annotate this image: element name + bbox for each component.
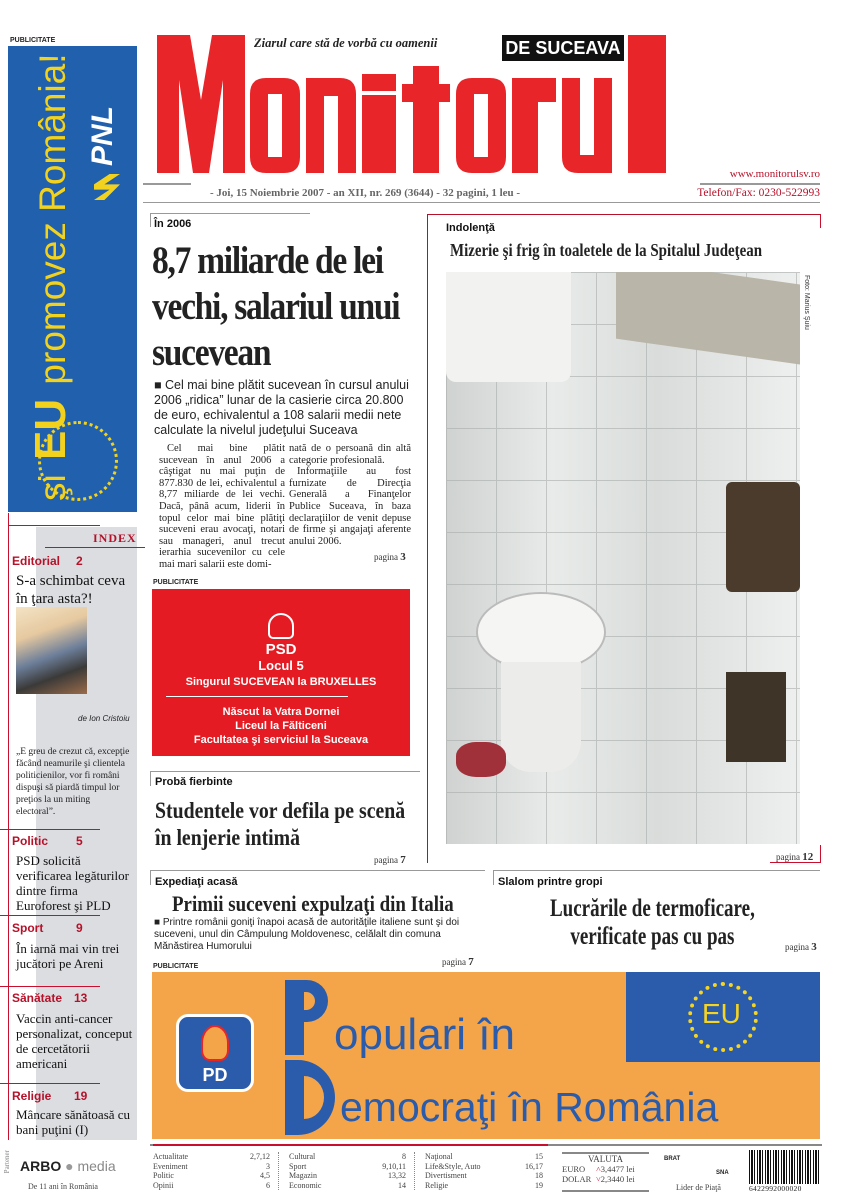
author-photo [16,607,87,694]
logo-letter-i-dot [362,74,396,91]
index-headline[interactable]: Mâncare sănătoasă cu bani puţini (I) [16,1107,131,1137]
index-rule [0,986,100,987]
editorial-quote: „E greu de crezut că, excepţie făcând neamurile şi clientela politicienilor, vor fi români dispuşi să piardă timpul lor preţios la un miting electoral”. [16,747,130,817]
psd-line: Singurul SUCEVEAN la BRUXELLES [185,676,377,688]
index-section-page: 2 [76,554,83,568]
story3-summary: ■ Printre românii goniţi înapoi acasă de autorităţile italiene sunt şi doi suceveni, unul din Câmpulung Moldovenesc, celălalt din comuna Mănăstirea Humorului [154,917,460,952]
brat-logo: BRAT [664,1156,681,1162]
pnl-slogan-part: şi [32,474,73,501]
page-number: 3 [811,941,817,953]
toc-section: Opinii [153,1180,174,1190]
story3-page-ref[interactable] [442,956,474,968]
dateline: - Joi, 15 Noiembrie 2007 - an XII, nr. 269 (3644) - 32 pagini, 1 leu - [210,187,521,199]
page-number: 7 [468,956,474,968]
photo-story-headline[interactable]: Mizerie şi frig în toaletele de la Spitalul Judeţean [450,240,763,260]
toc-item[interactable] [153,1162,278,1172]
index-rule [0,915,100,916]
photo-story-page-ref[interactable] [776,851,813,863]
page-number: 3 [400,551,406,563]
toc-column [425,1152,551,1190]
arbo-media: media [77,1158,116,1174]
photo-credit: Foto: Marius Şuiu [803,275,810,330]
index-rule [0,829,100,830]
toc-section: Divertisment [425,1171,467,1180]
toc-page: 8 [402,1152,406,1161]
partner-label: Partener [3,1150,11,1174]
lead-body-text: nată de o persoană din altă categorie profesională. [289,443,411,466]
page-label: pagina [374,552,398,562]
broken-wall [726,672,786,762]
index-section-page: 5 [76,834,83,848]
psd-divider [166,696,348,697]
index-rule [45,547,145,548]
rule [143,202,820,203]
eu-text: EU [702,998,741,1029]
rag [456,742,506,777]
barcode-number: 6422992000020 [749,1184,802,1193]
arbo-tagline: De 11 ani în România [28,1182,98,1191]
index-section-name: Religie [12,1089,52,1103]
page-label: pagina [374,855,398,865]
pnl-logo: PNL [86,106,119,166]
pd-letter-d [285,1060,335,1135]
toc-page: 19 [535,1180,543,1190]
toc-section: Economic [289,1180,322,1190]
toc-section: Magazin [289,1171,317,1180]
index-section-page: 9 [76,921,83,935]
index-headline[interactable]: Vaccin anti-cancer personalizat, conceput de cercetătorii americani [16,1011,133,1071]
rule [150,771,420,772]
pd-logo-text: PD [202,1065,228,1085]
story2-page-ref[interactable] [374,854,406,866]
toc-item[interactable] [153,1171,278,1181]
toc-section: Life&Style, Auto [425,1161,481,1171]
index-rule [8,525,100,526]
lead-headline[interactable]: 8,7 miliarde de lei vechi, salariul unui sucevean [152,239,400,374]
psd-logo: PSD [265,641,297,658]
index-section-name: Politic [12,834,49,848]
logo-letter-n [306,78,356,173]
dot-icon: ● [65,1158,74,1174]
toc-section: Eveniment [153,1161,188,1171]
toc-page: 3 [266,1161,270,1171]
toc-page: 15 [535,1152,543,1161]
logo-letter-t-bar [402,84,450,102]
currency-value: 3,4477 lei [600,1164,635,1174]
toc-item[interactable] [289,1152,414,1162]
index-section-sanatate[interactable] [12,991,86,1005]
page-number: 7 [400,854,406,866]
rule [150,771,151,786]
arrow-down-icon: ˅ [596,1174,601,1184]
rule [150,870,151,885]
pd-letter-p [285,980,328,1055]
toc-page: 13,32 [388,1171,406,1180]
rule [493,870,494,885]
toc-column [289,1152,415,1190]
page-label: pagina [785,942,809,952]
page-label: pagina [776,852,800,862]
photo-story-kicker: Indolenţă [446,222,495,234]
psd-line: Născut la Vatra Dornei [222,706,340,718]
toc-item[interactable] [153,1152,278,1162]
logo-letter-l [628,35,666,173]
rule [150,213,310,214]
rule [820,845,821,863]
index-section-page: 19 [74,1089,88,1103]
story3-headline[interactable]: Primii suceveni expulzaţi din Italia [172,891,454,916]
lider-label: Lider de Piaţă [676,1183,721,1192]
psd-line: Liceul la Fălticeni [235,720,327,732]
masthead-logo[interactable] [0,0,850,180]
phone: Telefon/Fax: 0230-522993 [697,187,820,199]
index-section-religie[interactable] [12,1089,86,1103]
rule [700,183,820,185]
currency-box [562,1152,649,1192]
toilet-bowl [476,592,606,672]
pnl-slogan-part: promovez România! [32,53,73,385]
rule [153,1144,548,1146]
story4-page-ref[interactable] [785,941,817,953]
psd-ad[interactable] [152,589,410,756]
footer-toc [153,1152,553,1192]
pd-initials [152,972,352,1139]
toc-item[interactable] [425,1181,551,1191]
lead-summary: ■ Cel mai bine plătit sucevean în cursul anului 2006 „ridica” lunar de la casierie circa 20.800 de euro, echivalentul a 108 salarii medii nete calculate la nivelul judeţului Suceava [154,378,409,437]
site-url[interactable]: www.monitorulsv.ro [729,168,820,180]
lead-kicker: În 2006 [154,218,192,230]
pd-line2: emocraţi în România [340,1084,719,1130]
toc-section: Sport [289,1161,307,1171]
toc-section: Religie [425,1180,449,1190]
toc-page: 16,17 [525,1161,543,1171]
psd-line: Facultatea şi serviciul la Suceava [193,734,369,746]
toilet-base [501,662,581,772]
left-ad-label: PUBLICITATE [10,37,56,44]
logo-letter-i [362,95,396,173]
lead-body-text: Informaţiile au fost furnizate de Direcţia Generală a Finanţelor Publice Suceava, în baza declaraţiilor de venit depuse de firme şi angajaţi aferente anului 2006. [289,466,411,547]
story4-kicker: Slalom printre gropi [498,876,603,888]
index-headline[interactable]: PSD solicită verificarea legăturilor dintre firma Euroforest şi PLD [16,853,129,913]
logo-letter-r-arm [538,78,556,102]
story2-kicker: Probă fierbinte [155,776,233,788]
lead-body-col1: Cel mai bine plătit sucevean în anul 2006 a câştigat nu mai puţin de 877.830 de lei, echivalentul a 8,77 miliarde de lei vechi. Dacă, până acum, liderii în topul celor mai bine plătiţi suceveni erau avocaţi, notari sau manageri, anul trecut ierarhia sucevenilor cu cele mai mari salarii este domi- [159,443,285,570]
logo-letter-m [157,35,245,173]
rule [493,870,820,871]
toc-page: 18 [535,1171,543,1180]
story2-headline[interactable]: Studentele vor defila pe scenă în lenjerie intimă [155,798,406,850]
bottom-ad-label: PUBLICITATE [153,963,199,970]
masthead-tagline: Ziarul care stă de vorbă cu oamenii [254,36,438,50]
index-section-editorial[interactable] [12,554,86,568]
currency-name: DOLAR [562,1174,592,1184]
arrow-up-icon: ˄ [596,1164,601,1174]
currency-row-euro [562,1164,649,1174]
lead-page-ref[interactable] [374,551,406,563]
logo-letter-r [512,78,538,173]
barcode [749,1150,821,1184]
index-rule [0,1083,100,1084]
toc-section: Naţional [425,1152,453,1161]
toc-item[interactable] [289,1181,414,1191]
toc-item[interactable] [153,1181,278,1191]
lead-body-col2 [289,443,411,547]
toc-page: 14 [398,1180,406,1190]
broken-wall [726,482,800,592]
currency-row-dolar [562,1174,649,1184]
index-headline[interactable]: În iarnă mai vin trei jucători pe Areni [16,941,120,971]
index-section-page: 13 [74,991,88,1005]
toc-section: Politic [153,1171,174,1180]
toc-page: 2,7,12 [250,1152,270,1161]
story3-kicker: Expediaţi acasă [155,876,238,888]
psd-ad-label: PUBLICITATE [153,579,199,586]
pd-line1: opulari în [334,1010,516,1059]
index-section-sport[interactable] [12,921,86,935]
index-section-name: Editorial [12,554,61,568]
toc-section: Actualitate [153,1152,189,1161]
author-name: de Ion Cristoiu [78,714,130,723]
eu-stars-icon [38,421,118,501]
lead-summary-text: Cel mai bine plătit sucevean în cursul anului 2006 „ridica” lunar de la casierie circa 20.800 de euro, echivalentul a 108 salarii medii nete calculate la nivelul judeţului Suceava [154,378,409,437]
eu-flag [626,972,820,1062]
index-section-name: Sport [12,921,44,935]
page-label: pagina [442,957,466,967]
pnl-slogan-eu: EU [26,398,75,460]
logo-letter-o [250,78,300,173]
toc-page: 6 [266,1180,270,1190]
page-number: 12 [802,851,814,863]
currency-title: VALUTA [587,1154,624,1164]
toc-item[interactable] [425,1171,551,1181]
toc-item[interactable] [425,1152,551,1162]
toc-item[interactable] [289,1162,414,1172]
edition-badge: DE SUCEAVA [502,35,624,61]
logo-letter-u [562,78,612,173]
currency-name: EURO [562,1164,586,1174]
rule [150,870,485,871]
rule [820,214,821,228]
toc-page: 9,10,11 [382,1161,406,1171]
toc-section: Cultural [289,1152,316,1161]
arbo-name: ARBO [20,1158,62,1174]
rule [143,183,191,185]
index-section-politic[interactable] [12,834,86,848]
story3-summary-text: Printre românii goniţi înapoi acasă de autorităţile italiene sunt şi doi suceveni, unul din Câmpulung Moldovenesc, celălalt din comuna Mănăstirea Humorului [154,917,460,952]
cistern [446,272,571,382]
toc-item[interactable] [425,1162,551,1172]
toc-item[interactable] [289,1171,414,1181]
currency-value: 2,3440 lei [600,1174,635,1184]
toc-page: 4,5 [260,1171,270,1180]
pd-ad[interactable] [152,972,820,1139]
psd-line: Locul 5 [258,658,304,673]
rule [150,213,151,227]
rose-icon [268,613,294,639]
index-headline[interactable]: S-a schimbat ceva în ţara asta?! [16,573,126,607]
logo-letter-o [456,78,506,173]
index-section-name: Sănătate [12,991,63,1005]
story4-headline[interactable]: Lucrările de termoficare, verificate pas cu pas [549,895,755,950]
arbo-logo[interactable] [20,1158,116,1174]
index-title: INDEX [93,531,137,545]
sna-logo: SNA [716,1170,729,1176]
logo-letter-t [413,66,439,173]
toc-column [153,1152,279,1190]
toilet-photo[interactable] [446,272,800,844]
index-rule [8,513,9,1140]
